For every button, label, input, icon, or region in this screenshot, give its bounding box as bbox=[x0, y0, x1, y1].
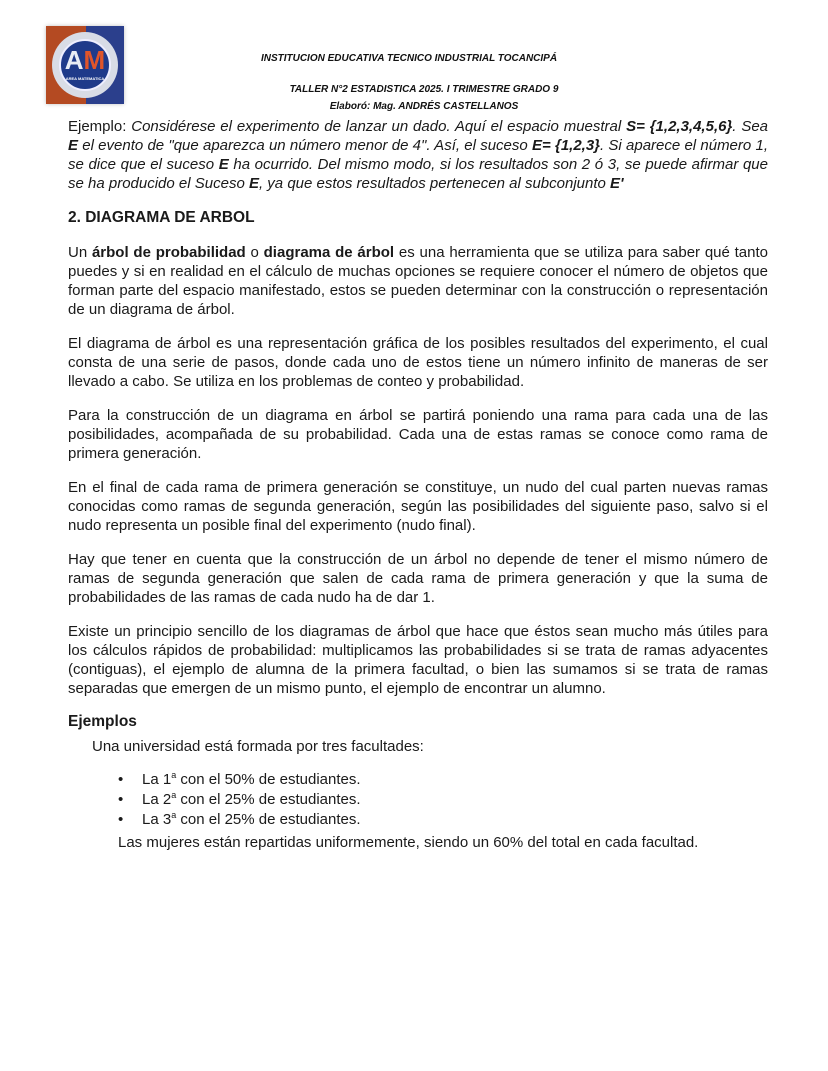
list-item bbox=[142, 810, 768, 830]
institution-name: INSTITUCION EDUCATIVA TECNICO INDUSTRIAL TOCANCIPÁ bbox=[260, 53, 558, 64]
sample-space: S= {1,2,3,4,5,6} bbox=[626, 118, 733, 135]
examples-heading: Ejemplos bbox=[68, 713, 137, 730]
logo-am-text: AM bbox=[64, 45, 106, 75]
section-title: 2. DIAGRAMA DE ARBOL bbox=[68, 209, 255, 226]
example-intro-paragraph bbox=[68, 117, 768, 193]
logo-subtitle: AREA MATEMATICA bbox=[65, 76, 105, 81]
event-symbol: E bbox=[248, 175, 259, 192]
ordinal: a bbox=[171, 810, 177, 820]
text: , ya que estos resultados pertenecen al subconjunto bbox=[258, 175, 611, 192]
list-item bbox=[142, 770, 768, 790]
text: es una herramienta que se utiliza para saber qué tanto puedes y si en realidad en el cálculo de muchas opciones se requiere conocer el número de objetos que forman parte del espacio manifestado, estos se pueden determinar con la construcción o representación de un diagrama de árbol. bbox=[68, 244, 769, 318]
document-body bbox=[68, 117, 768, 852]
text: Un bbox=[68, 244, 92, 261]
term: diagrama de árbol bbox=[263, 244, 395, 261]
ordinal: a bbox=[171, 790, 177, 800]
text: La 3 bbox=[142, 811, 172, 828]
event-symbol: E bbox=[218, 156, 229, 173]
term: árbol de probabilidad bbox=[91, 244, 246, 261]
text: Considérese el experimento de lanzar un dado. Aquí el espacio muestral bbox=[131, 118, 627, 135]
text: . Sea bbox=[732, 118, 769, 135]
author-line: Elaboró: Mag. ANDRÉS CASTELLANOS bbox=[329, 101, 519, 112]
event-symbol: E bbox=[68, 137, 79, 154]
example-lead: Ejemplo: bbox=[68, 118, 132, 135]
subset-symbol: E' bbox=[610, 175, 624, 192]
paragraph: Para la construcción de un diagrama en árbol se partirá poniendo una rama para cada una de las posibilidades, acompañada de su probabilidad. Cada una de estas ramas se conoce como rama de primera generación. bbox=[68, 407, 768, 462]
text: La 2 bbox=[142, 791, 172, 808]
ordinal: a bbox=[171, 770, 177, 780]
text: con el 50% de estudiantes. bbox=[176, 771, 361, 788]
text: . Si aparece el número 1, se dice que el suceso bbox=[68, 137, 768, 173]
examples-intro: Una universidad está formada por tres facultades: bbox=[92, 738, 424, 755]
paragraph-definition bbox=[68, 243, 768, 319]
paragraph: Hay que tener en cuenta que la construcción de un árbol no depende de tener el mismo número de ramas de segunda generación que salen de cada rama de primera generación y que la suma de probabilidades de las ramas de cada nudo ha de dar 1. bbox=[68, 551, 768, 606]
faculty-list bbox=[68, 770, 768, 830]
text: ha ocurrido. Del mismo modo, si los resultados son 2 ó 3, se puede afirmar que se ha producido el Suceso bbox=[68, 156, 768, 192]
workshop-title: TALLER N°2 ESTADISTICA 2025. I TRIMESTRE GRADO 9 bbox=[289, 84, 559, 95]
text: La 1 bbox=[142, 771, 172, 788]
text: con el 25% de estudiantes. bbox=[176, 811, 361, 828]
list-item bbox=[142, 790, 768, 810]
text: con el 25% de estudiantes. bbox=[176, 791, 361, 808]
examples-closing: Las mujeres están repartidas uniformemente, siendo un 60% del total en cada facultad. bbox=[118, 834, 699, 851]
paragraph: En el final de cada rama de primera generación se constituye, un nudo del cual parten nuevas ramas conocidas como ramas de segunda generación, según las posibilidades del siguiente paso, salvo si el nudo representa un posible final del experimento (nudo final). bbox=[68, 479, 768, 534]
text: el evento de "que aparezca un número menor de 4". Así, el suceso bbox=[78, 137, 532, 154]
paragraph: El diagrama de árbol es una representación gráfica de los posibles resultados del experimento, el cual consta de una serie de pasos, donde cada uno de estos tiene un número infinito de maneras de ser llevado a cabo. Se utiliza en los problemas de conteo y probabilidad. bbox=[68, 335, 768, 390]
text: o bbox=[245, 244, 264, 261]
paragraph: Existe un principio sencillo de los diagramas de árbol que hace que éstos sean mucho más útiles para los cálculos rápidos de probabilidad: multiplicamos las probabilidades si se trata de ramas adyacentes (contiguas), el ejemplo de alumna de la primera facultad, o bien las sumamos si se trata de ramas separadas que emergen de un mismo punto, el ejemplo de encontrar un alumno. bbox=[68, 623, 768, 697]
event-set: E= {1,2,3} bbox=[531, 137, 601, 154]
